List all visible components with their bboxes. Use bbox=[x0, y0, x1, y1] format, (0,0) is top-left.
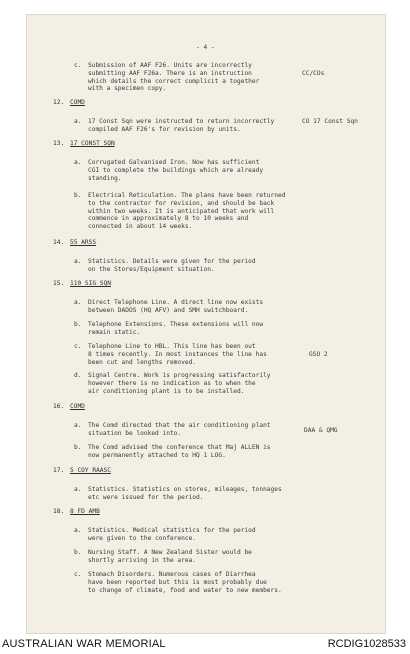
sub-item-mark: c. bbox=[74, 343, 82, 350]
sub-item-mark: a. bbox=[74, 422, 82, 429]
sub-item-mark: a. bbox=[74, 118, 82, 125]
sub-item-mark: a. bbox=[74, 159, 82, 166]
sub-item-text: Signal Centre. Work is progressing satisfactorily however there is no indication as to when the air conditioning plant is to be installed. bbox=[88, 372, 271, 395]
section-heading: 55 ARSS bbox=[70, 239, 97, 246]
sub-item-text: Telephone Extensions. These extensions will now remain static. bbox=[88, 321, 264, 336]
section-number: 12. bbox=[53, 99, 65, 106]
sub-item-text: Statistics. Details were given for the period on the Stores/Equipment situation. bbox=[88, 258, 256, 273]
sub-item-text: Nursing Staff. A New Zealand Sister would be shortly arriving in the area. bbox=[88, 549, 252, 564]
sub-item-mark: b. bbox=[74, 444, 82, 451]
section-heading: COMD bbox=[70, 99, 85, 106]
section-number: 13. bbox=[53, 140, 65, 147]
sub-item-text: Stomach Disorders. Numerous cases of Diarrhea have been reported but this is most probably due to change of climate, food and water to new members. bbox=[88, 571, 282, 594]
sub-item-text: Electrical Reticulation. The plans have been returned to the contractor for revision, and should be back within two weeks. It is anticipated that work will commence in approximately 8 to 10 weeks and connected in about 14 weeks. bbox=[88, 192, 286, 231]
section-number: 18. bbox=[53, 508, 65, 515]
section-heading: 5 COY RAASC bbox=[70, 467, 111, 474]
section-heading: COMD bbox=[70, 403, 85, 410]
sub-item-text: Telephone Line to HBL. This line has been out 8 times recently. In most instances the line has been cut and lengths removed. bbox=[88, 343, 267, 366]
sub-item-mark: a. bbox=[74, 258, 82, 265]
sub-item-mark: b. bbox=[74, 321, 82, 328]
page-number: - 4 - bbox=[196, 44, 215, 51]
sub-item-text: The Comd advised the conference that Maj ALLEN is now permanently attached to HQ 1 LOG. bbox=[88, 444, 271, 459]
sub-item-mark: a. bbox=[74, 299, 82, 306]
sub-item-text: Statistics. Statistics on stores, mileages, tonnages etc were issued for the period. bbox=[88, 486, 282, 501]
sub-item-mark: d. bbox=[74, 372, 82, 379]
footer-record-id: RCDIG1028533 bbox=[327, 638, 406, 650]
section-heading: 17 CONST SQN bbox=[70, 140, 115, 147]
sub-item-text: The Comd directed that the air conditioning plant situation be looked into. bbox=[88, 422, 271, 437]
action-by: CO 17 Const Sqn bbox=[302, 118, 358, 125]
sub-item-mark: a. bbox=[74, 527, 82, 534]
footer-bar bbox=[0, 634, 410, 654]
sub-item-mark: a. bbox=[74, 486, 82, 493]
sub-item-mark: c. bbox=[74, 571, 82, 578]
section-number: 17. bbox=[53, 467, 65, 474]
sub-item-text: Statistics. Medical statistics for the period were given to the conference. bbox=[88, 527, 256, 542]
document-page bbox=[26, 14, 386, 634]
action-by: CC/COs bbox=[302, 70, 325, 77]
sub-item-mark: b. bbox=[74, 192, 82, 199]
action-by: GSO 2 bbox=[309, 351, 328, 358]
section-heading: 110 SIG SQN bbox=[70, 280, 111, 287]
sub-item-mark: b. bbox=[74, 549, 82, 556]
section-number: 15. bbox=[53, 280, 65, 287]
sub-item-text: 17 Const Sqn were instructed to return incorrectly compiled AAF F26's for revision by units. bbox=[88, 118, 275, 133]
action-by: DAA & QMG bbox=[304, 427, 338, 434]
sub-item-text: Submission of AAF F26. Units are incorrectly submitting AAF F26a. There is an instruction which details the correct complicit a together with a specimen copy. bbox=[88, 62, 260, 93]
section-number: 16. bbox=[53, 403, 65, 410]
footer-archive-name: AUSTRALIAN WAR MEMORIAL bbox=[2, 638, 166, 650]
sub-item-mark: c. bbox=[74, 62, 82, 69]
sub-item-text: Corrugated Galvanised Iron. Now has sufficient CGI to complete the buildings which are already standing. bbox=[88, 159, 264, 182]
sub-item-text: Direct Telephone Line. A direct line now exists between DADOS (HQ AFV) and SMH switchboard. bbox=[88, 299, 264, 314]
section-heading: 8 FD AMB bbox=[70, 508, 100, 515]
section-number: 14. bbox=[53, 239, 65, 246]
